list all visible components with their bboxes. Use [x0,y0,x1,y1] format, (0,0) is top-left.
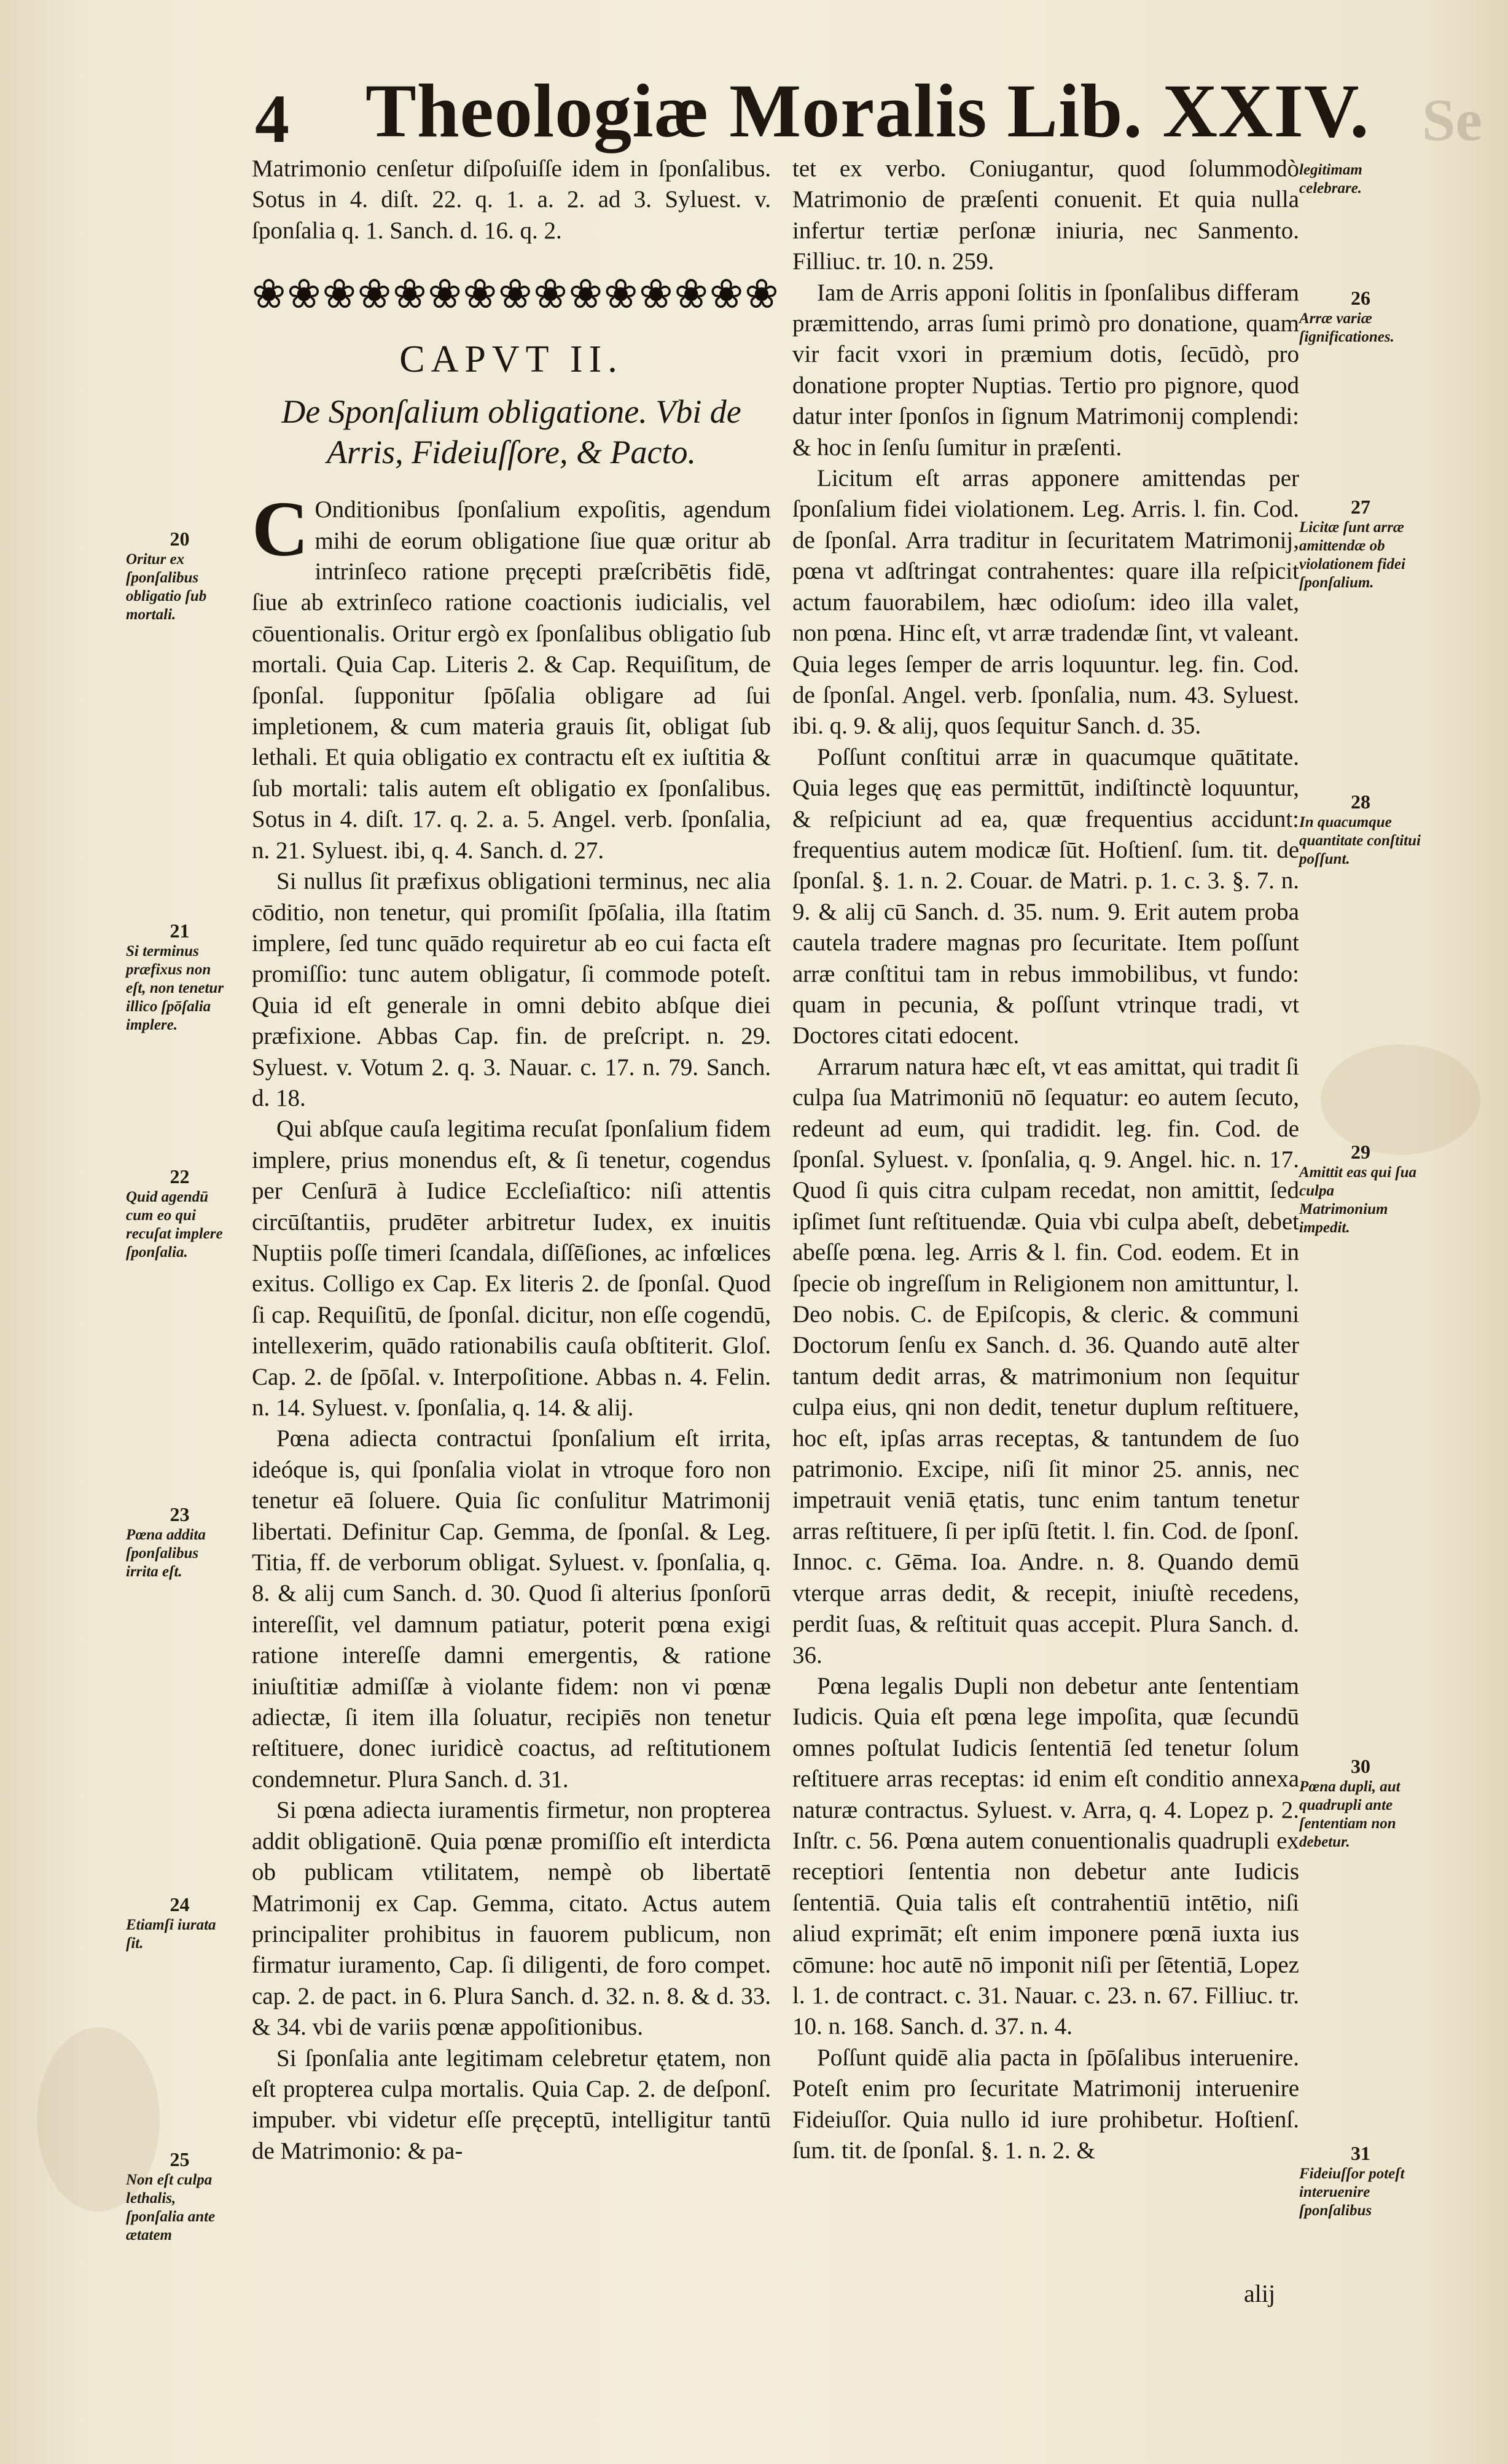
paragraph-25: Si ſponſalia ante legitimam celebretur ętatem, non eſt propterea culpa mortalis. Quia Cap. 2. de deſponſ. impuber. vbi videtur eſſe pręceptū, intelligitur tantū de Matrimonio: & pa- [252,2044,771,2164]
margin-number: 29 [1351,1141,1370,1163]
margin-text: Pœna dupli, aut quadrupli ante ſententiam non debetur. [1299,1778,1401,1850]
margin-number: 27 [1351,496,1370,518]
margin-text: Quid agendū cum eo qui recuſat implere ſponſalia. [126,1189,223,1261]
paragraph-26: Iam de Arris apponi ſolitis in ſponſalibus differam præmittendo, arras ſumi primò pro donatione, quam vir facit vxori in præmium dotis, ſecūdò, pro donatione propter Nuptias. Tertio pro pignore, quod datur inter ſponſos in ſignum Matrimonij complendi: & hoc in ſenſu ſumitur in præſenti. [792,279,1299,461]
margin-number: 31 [1351,2142,1370,2164]
margin-note [126,2150,233,2245]
margin-note [1299,792,1422,869]
margin-number: 24 [170,1893,190,1915]
paragraph-25-continued: tet ex verbo. Coniugantur, quod ſolummodò Matrimonio de præſenti conuenit. Et quia nulla infertur tertiæ perſonæ iniuria, nec Sanmento. Filliuc. tr. 10. n. 259. [792,155,1299,275]
margin-text: legitimam celebrare. [1299,162,1362,197]
margin-number: 28 [1351,791,1370,813]
paragraph-22: Qui abſque cauſa legitima recuſat ſponſalium fidem implere, prius monendus eſt, & ſi tenetur, cogendus per Cenſurā à Iudice Eccleſiaſtico: niſi attentis circūſtantiis, prudēter arbitretur Iudex, ex inuitis Nuptiis poſſe timeri ſcandala, diſſēſiones, ac infœlices exitus. Colligo ex Cap. Ex literis 2. de ſponſal. Quod ſi cap. Requiſitū, de ſponſal. dicitur, non eſſe cogendū, intellexerim, quādo rationabilis cauſa obſtiterit. Gloſ. Cap. 2. de ſpōſal. v. Interpoſitione. Abbas n. 4. Felin. n. 14. Syluest. v. ſponſalia, q. 14. & alij. [252,1116,771,1421]
margin-note [126,1167,233,1262]
chapter-subtitle: De Sponſalium obligatione. Vbi de Arris, Fideiuſſore, & Pacto. [281,393,741,471]
margin-text: Etiamſi iurata ſit. [126,1917,216,1952]
margin-text: Amittit eas qui ſua culpa Matrimonium impedit. [1299,1164,1417,1236]
paragraph-24: Si pœna adiecta iuramentis firmetur, non propterea addit obligationē. Quia pœnæ promiſſio eſt interdicta ob publicam vtilitatem, nempè ob libertatē Matrimonij ex Cap. Gemma, citato. Actus autem principaliter prohibitus in fauorem publicum, non firmatur iuramento, Cap. ſi diligenti, de foro compet. cap. 2. de pact. in 6. Plura Sanch. d. 32. n. 8. & d. 33. & 34. vbi de variis pœnæ appoſitionibus. [252,1797,771,2041]
paragraph-29: Arrarum natura hæc eſt, vt eas amittat, qui tradit ſi culpa ſua Matrimoniū nō ſequatur: eo autem ſecuto, redeunt ad eum, qui tradidit. leg. fin. Cod. de ſponſal. Syluest. v. ſponſalia, q. 9. Angel. hic. n. 17. Quod ſi quis citra culpam recedat, non amittit, ſed ipſimet ſunt reſtituendæ. Quia vbi culpa abeſt, debet abeſſe pœna. leg. Arris & l. fin. Cod. eodem. Et in ſpecie ob ingreſſum in Religionem non amittuntur, l. Deo nobis. C. de Epiſcopis, & cleric. & communi Doctorum ſenſu ex Sanch. d. 36. Quando autē alter tantum dedit arras, & matrimonium non ſequitur culpa eius, qni non dedit, tenetur duplum reſtituere, hoc eſt, ipſas arras receptas, & tantundem de ſuo patrimonio. Excipe, niſi ſit minor 25. annis, nec impetrauit veniā ętatis, tunc enim tantum tenetur arras reſtituere, ſi per ipſū ſtetit. l. fin. Cod. de ſponſ. Innoc. c. Gēma. Ioa. Andre. n. 8. Quando demū vterque arras dedit, & recepit, iniuſtè recedens, perdit ſuas, & reſtituit quas accepit. Plura Sanch. d. 36. [792,1053,1299,1668]
paragraph-20-text: Onditionibus ſponſalium expoſitis, agendum mihi de eorum obligatione ſiue quæ oritur ab intrinſeco ratione pręcepti præſcribētis fidē, ſiue ab extrinſeco ratione coactionis iudicialis, vel cōuentionalis. Oritur ergò ex ſponſalibus obligatio ſub mortali. Quia Cap. Literis 2. & Cap. Requiſitum, de ſponſal. ſupponitur ſpōſalia obligare ad ſui impletionem, & cum materia grauis ſit, obligat ſub lethali. Et quia obligatio ex contractu eſt ex iuſtitia & ſub mortali: talis autem eſt obligatio ex ſponſalibus. Sotus in 4. diſt. 17. q. 2. a. 5. Angel. verb. ſponſalia, n. 21. Syluest. ibi, q. 4. Sanch. d. 27. [252,496,771,864]
margin-text: Arræ variæ ſignificationes. [1299,310,1394,345]
margin-note [126,530,233,624]
intro-paragraph: Matrimonio cenſetur diſpoſuiſſe idem in ſponſalibus. Sotus in 4. diſt. 22. q. 1. a. 2. ad 3. Syluest. v. ſponſalia q. 1. Sanch. d. 16. q. 2. [252,155,771,244]
catchword: alij [1244,2280,1276,2307]
paragraph-28: Poſſunt conſtitui arræ in quacumque quātitate. Quia leges quę eas permittūt, indiſtinctè loquuntur, & reſpiciunt ad ea, quæ frequentius accidunt: frequentius autem modicæ ſūt. Hoſtienſ. ſum. tit. de ſponſal. §. 1. n. 2. Couar. de Matri. p. 1. c. 3. §. 7. n. 9. & alij cū Sanch. d. 35. num. 9. Erit autem proba cautela tradere magnas pro ſecuritate. Item poſſunt arræ conſtitui tam in rebus immobilibus, vt fundo: quam in pecunia, & poſſunt vtrinque tradi, vt Doctores citati edocent. [792,743,1299,1049]
margin-note [1299,161,1422,198]
margin-number: 22 [170,1165,190,1187]
paragraph-27: Licitum eſt arras apponere amittendas per ſponſalium fidei violationem. Leg. Arris. l. fin. Cod. de ſponſal. Arra traditur in ſecuritatem Matrimonij, pœna vt adſtringat contrahentes: quare illa reſpicit actum fauorabilem, hæc odioſum: ideo illa valet, non pœna. Hinc eſt, vt arræ tradendæ ſint, vt valeant. Quia leges ſemper de arris loquuntur. leg. fin. Cod. de ſponſal. Angel. verb. ſponſalia, num. 43. Syluest. ibi. q. 9. & alij, quos ſequitur Sanch. d. 35. [792,465,1299,740]
margin-note [1299,289,1422,346]
paragraph-20 [252,485,771,866]
paragraph-31: Poſſunt quidē alia pacta in ſpōſalibus interuenire. Poteſt enim pro ſecuritate Matrimonij interuenire Fideiuſſor. Quia nullo id iure prohibetur. Hoſtienſ. ſum. tit. de ſponſal. §. 1. n. 2. & [792,2044,1299,2164]
margin-text: Pœna addita ſponſalibus irrita eſt. [126,1527,206,1580]
margin-note [1299,1757,1422,1852]
paragraph-30: Pœna legalis Dupli non debetur ante ſententiam Iudicis. Quia eſt pœna lege impoſita, quæ ſecundū omnes poſtulat Iudicis ſententiā ſed tenetur ſolum reſtituere arras receptas: id enim eſt conditio annexa naturæ contractus. Syluest. v. Arra, q. 4. Lopez p. 2. Inſtr. c. 56. Pœna autem conuentionalis quadrupli ex receptiori ſententia non debetur ante Iudicis ſententiā. Quia talis eſt contrahentiū intētio, niſi aliud exprimāt; eſt enim imponere pœnā iuxta ius cōmune: hoc autē nō imponit niſi per ſētentiā, Lopez l. 1. de contract. c. 31. Nauar. c. 23. n. 67. Filliuc. tr. 10. n. 168. Sanch. d. 37. n. 4. [792,1672,1299,2040]
margin-number: 23 [170,1503,190,1525]
margin-text: In quacumque quantitate conſtitui poſſunt. [1299,814,1421,867]
margin-number: 30 [1351,1755,1370,1777]
margin-note [1299,1143,1422,1237]
margin-text: Oritur ex ſponſalibus obligatio ſub mortali. [126,551,207,623]
margin-note [126,1505,233,1581]
right-column [792,154,1299,2166]
stain [1321,1044,1480,1155]
margin-note [1299,498,1422,592]
margin-text: Non eſt culpa lethalis, ſponſalia ante ætatem [126,2172,216,2243]
running-header [255,68,1422,160]
margin-text: Licitæ ſunt arræ amittendæ ob violationem fidei ſponſalium. [1299,519,1405,591]
show-through-text: Se [1422,87,1482,154]
margin-text: Si terminus præfixus non eſt, non tenetur illico ſpōſalia implere. [126,943,224,1033]
margin-note [126,1895,233,1953]
margin-note [1299,2144,1422,2220]
paragraph-23: Pœna adiecta contractui ſponſalium eſt irrita, ideóque is, qui ſponſalia violat in vtroque foro non tenetur eā ſoluere. Quia ſic conſulitur Matrimonij libertati. Definitur Cap. Gemma, de ſponſal. & Leg. Titia, ff. de verborum obligat. Syluest. v. ſponſalia, q. 8. & alij cum Sanch. d. 30. Quod ſi alterius ſponſorū intereſſit, vel damnum patiatur, poterit pœna exigi ratione intereſſe damni emergentis, & ratione iniuſtitiæ admiſſæ à violante fidem: non vi pœnæ adiectæ, ſi item illa ſoluatur, recipiēs non tenetur reſtituere, donec iuridicè coactus, ad reſtitutionem condemnetur. Plura Sanch. d. 31. [252,1425,771,1793]
margin-number: 25 [170,2148,190,2170]
margin-number: 26 [1351,287,1370,309]
margin-text: Fideiuſſor poteſt interuenire ſponſalibus [1299,2165,1405,2219]
left-column [252,154,780,2167]
paragraph-21: Si nullus ſit præfixus obligationi terminus, nec alia cōditio, non tenetur, qui promiſit ſpōſalia, illa ſtatim implere, ſed tunc quādo requiretur ab eo cui facta eſt promiſſio: tunc autem obligatur, ſi commode poteſt. Quia id eſt generale in omni debito abſque diei præfixione. Abbas Cap. fin. de preſcript. n. 29. Syluest. v. Votum 2. q. 3. Nauar. c. 17. n. 79. Sanch. d. 18. [252,868,771,1111]
page-number: 4 [255,81,289,157]
ornament-band: ❀❀❀❀❀❀❀❀❀❀❀❀❀❀❀ [252,272,780,318]
chapter-heading: CAPVT II. [399,338,623,381]
drop-cap: C [252,485,309,573]
running-title: Theologiæ Moralis Lib. XXIV. [365,69,1370,153]
margin-number: 20 [170,528,190,550]
margin-number: 21 [170,920,190,942]
margin-note [126,921,233,1034]
